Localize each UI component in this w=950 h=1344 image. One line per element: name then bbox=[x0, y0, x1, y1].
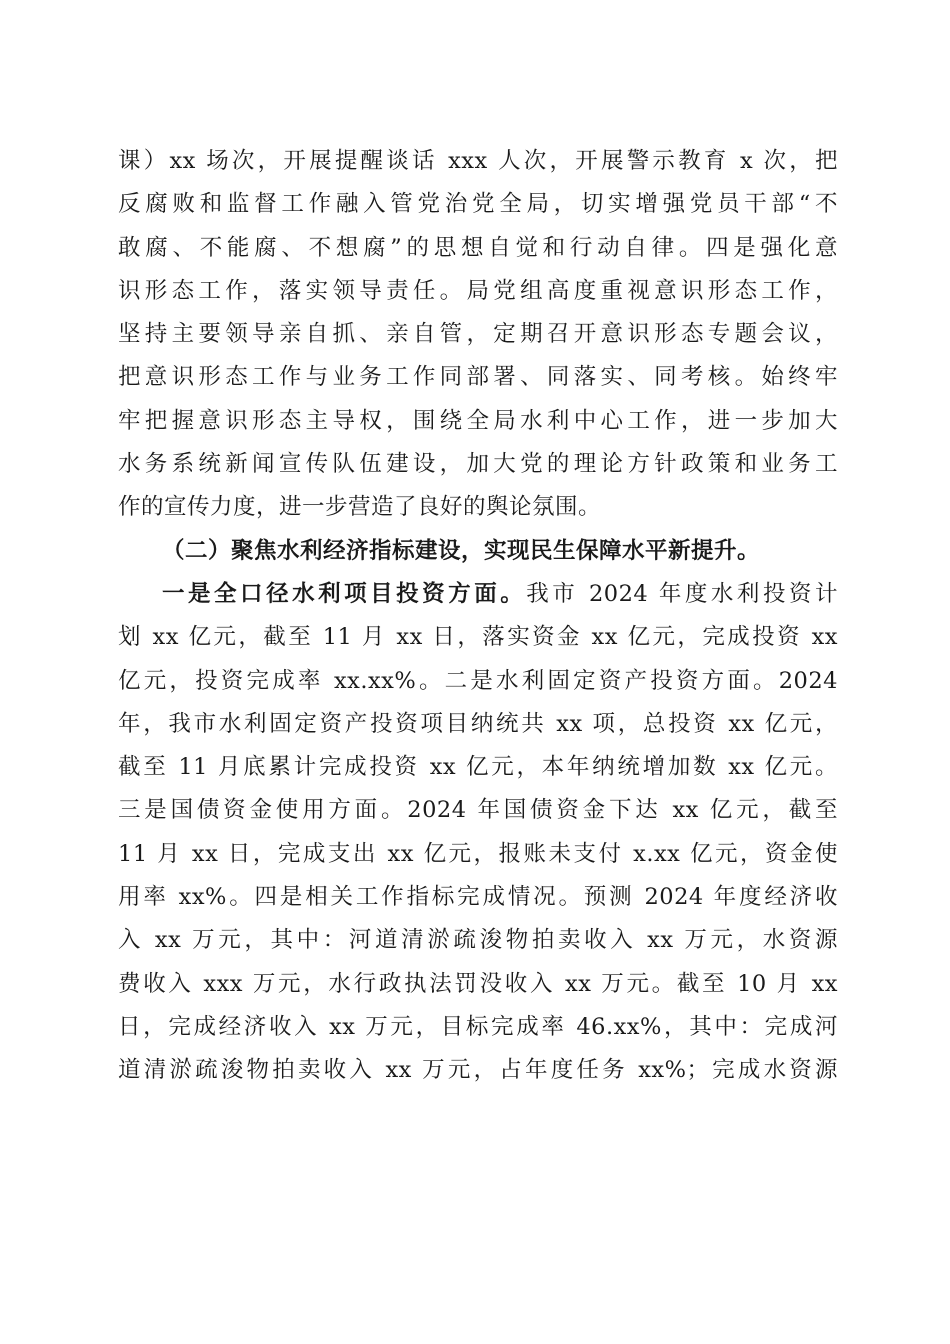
text-line: 年，我市水利固定资产投资项目纳统共 xx 项，总投资 xx 亿元， bbox=[118, 710, 838, 737]
section-heading: （二）聚焦水利经济指标建设，实现民生保障水平新提升。 bbox=[162, 537, 761, 564]
text-line: 作的宣传力度，进一步营造了良好的舆论氛围。 bbox=[118, 494, 602, 521]
text-line: 11 月 xx 日，完成支出 xx 亿元，报账未支付 x.xx 亿元，资金使 bbox=[118, 840, 838, 867]
text-line: 把意识形态工作与业务工作同部署、同落实、同考核。始终牢 bbox=[118, 364, 838, 391]
text-line: 道清淤疏浚物拍卖收入 xx 万元，占年度任务 xx%；完成水资源 bbox=[118, 1057, 838, 1084]
text-line: 入 xx 万元，其中：河道清淤疏浚物拍卖收入 xx 万元，水资源 bbox=[118, 927, 838, 954]
text-line: 日，完成经济收入 xx 万元，目标完成率 46.xx%，其中：完成河 bbox=[118, 1013, 838, 1040]
text-line: 划 xx 亿元，截至 11 月 xx 日，落实资金 xx 亿元，完成投资 xx bbox=[118, 624, 838, 651]
paragraph-lead-rest: 我市 2024 年度水利投资计 bbox=[526, 580, 838, 607]
text-line: 牢把握意识形态主导权，围绕全局水利中心工作，进一步加大 bbox=[118, 407, 838, 434]
text-line: 识形态工作，落实领导责任。局党组高度重视意识形态工作， bbox=[118, 277, 838, 304]
text-line: 反腐败和监督工作融入管党治党全局，切实增强党员干部“不 bbox=[118, 191, 838, 218]
text-line: 课）xx 场次，开展提醒谈话 xxx 人次，开展警示教育 x 次，把 bbox=[118, 148, 838, 174]
paragraph-lead-line bbox=[118, 573, 838, 616]
paragraph-lead-bold: 一是全口径水利项目投资方面。 bbox=[162, 580, 527, 607]
text-line: 费收入 xxx 万元，水行政执法罚没收入 xx 万元。截至 10 月 xx bbox=[118, 970, 838, 997]
text-line: 坚持主要领导亲自抓、亲自管，定期召开意识形态专题会议， bbox=[118, 321, 838, 348]
text-line: 水务系统新闻宣传队伍建设，加大党的理论方针政策和业务工 bbox=[118, 451, 838, 478]
text-line: 敢腐、不能腐、不想腐”的思想自觉和行动自律。四是强化意 bbox=[118, 234, 838, 261]
body-text bbox=[118, 140, 838, 1093]
text-line: 用率 xx%。四是相关工作指标完成情况。预测 2024 年度经济收 bbox=[118, 884, 838, 911]
text-line: 截至 11 月底累计完成投资 xx 亿元，本年纳统增加数 xx 亿元。 bbox=[118, 754, 838, 781]
text-line: 三是国债资金使用方面。2024 年国债资金下达 xx 亿元，截至 bbox=[118, 797, 838, 824]
text-line: 亿元，投资完成率 xx.xx%。二是水利固定资产投资方面。2024 bbox=[118, 667, 838, 694]
